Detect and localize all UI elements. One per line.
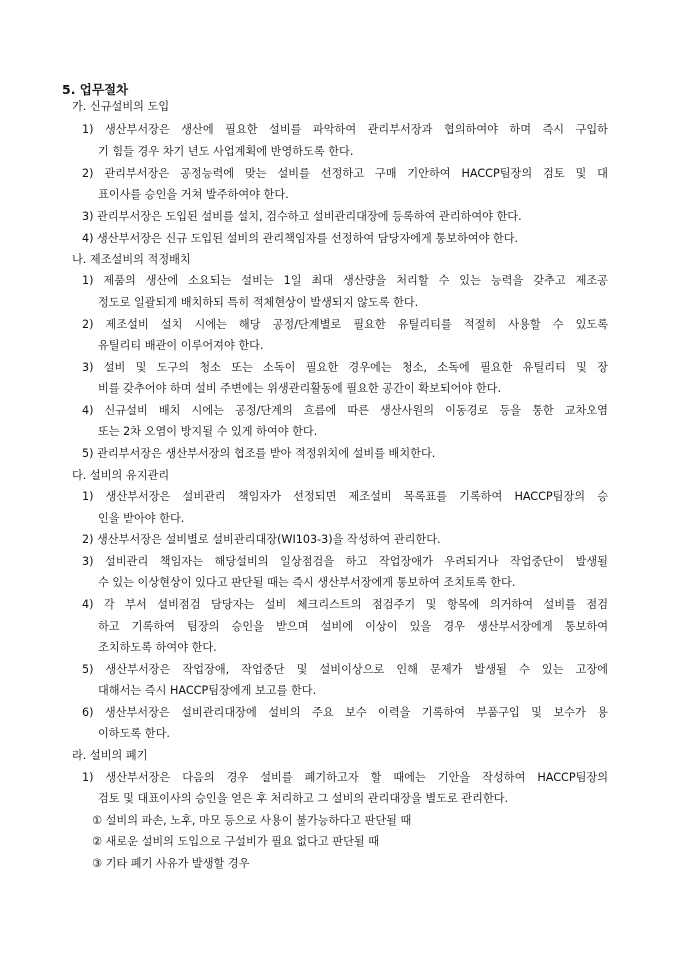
list-item: 4) 생산부서장은 신규 도입된 설비의 관리책임자를 선정하여 담당자에게 통보하여야 한다.	[82, 232, 519, 245]
list-item: 1) 생산부서장은 다음의 경우 설비를 폐기하고자 할 때에는 기안을 작성하여 HACCP팀장의	[82, 771, 608, 784]
list-item: 1) 제품의 생산에 소요되는 설비는 1일 최대 생산량을 처리할 수 있는 능력을 갖추고 제조공	[82, 274, 608, 287]
section-heading: 5. 업무절차	[62, 82, 129, 97]
subsection-title: 다. 설비의 유지관리	[72, 469, 170, 482]
subsection-title: 가. 신규설비의 도입	[72, 100, 170, 113]
list-item: 3) 설비관리 책임자는 해당설비의 일상점검을 하고 작업장애가 우려되거나 작업중단이 발생될	[82, 555, 608, 568]
list-item-continuation: 비를 갖추어야 하며 설비 주변에는 위생관리활동에 필요한 공간이 확보되어야 한다.	[98, 382, 502, 395]
list-item-continuation: 하고 기록하여 팀장의 승인을 받으며 설비에 이상이 있을 경우 생산부서장에게 통보하여	[98, 620, 608, 633]
list-item: 4) 각 부서 설비점검 담당자는 설비 체크리스트의 점검주기 및 항목에 의거하여 설비를 점검	[82, 598, 608, 611]
subsection-title: 나. 제조설비의 적정배치	[72, 253, 191, 266]
sub-list-item: ② 새로운 설비의 도입으로 구설비가 필요 없다고 판단될 때	[92, 835, 380, 848]
list-item-continuation: 기 힘들 경우 차기 년도 사업계획에 반영하도록 한다.	[98, 145, 354, 158]
list-item-continuation: 표이사를 승인을 거쳐 발주하여야 한다.	[98, 188, 289, 201]
list-item: 2) 생산부서장은 설비별로 설비관리대장(WI103-3)을 작성하여 관리한다.	[82, 533, 441, 546]
list-item: 2) 관리부서장은 공정능력에 맞는 설비를 선정하고 구매 기안하여 HACCP팀장의 검토 및 대	[82, 167, 608, 180]
list-item-continuation: 검토 및 대표이사의 승인을 얻은 후 처리하고 그 설비의 관리대장을 별도로 관리한다.	[98, 792, 509, 805]
subsection-title: 라. 설비의 폐기	[72, 749, 148, 762]
list-item: 3) 관리부서장은 도입된 설비를 설치, 검수하고 설비관리대장에 등록하여 관리하여야 한다.	[82, 210, 522, 223]
list-item-continuation: 인을 받아야 한다.	[98, 512, 185, 525]
list-item: 5) 관리부서장은 생산부서장의 협조를 받아 적정위치에 설비를 배치한다.	[82, 447, 436, 460]
list-item-continuation: 수 있는 이상현상이 있다고 판단될 때는 즉시 생산부서장에게 통보하여 조치토록 한다.	[98, 576, 516, 589]
sub-list-item: ③ 기타 폐기 사유가 발생할 경우	[92, 857, 250, 870]
list-item: 6) 생산부서장은 설비관리대장에 설비의 주요 보수 이력을 기록하여 부품구입 및 보수가 용	[82, 706, 608, 719]
list-item: 1) 생산부서장은 생산에 필요한 설비를 파악하여 관리부서장과 협의하여야 하며 즉시 구입하	[82, 123, 608, 136]
list-item-continuation: 유틸리티 배관이 이루어져야 한다.	[98, 339, 264, 352]
list-item: 2) 제조설비 설치 시에는 해당 공정/단계별로 필요한 유틸리티를 적절히 사용할 수 있도록	[82, 318, 608, 331]
list-item-continuation: 정도로 일괄되게 배치하되 특히 적체현상이 발생되지 않도록 한다.	[98, 296, 419, 309]
list-item: 1) 생산부서장은 설비관리 책임자가 선정되면 제조설비 목록표를 기록하여 HACCP팀장의 승	[82, 490, 608, 503]
list-item: 5) 생산부서장은 작업장애, 작업중단 및 설비이상으로 인해 문제가 발생될 수 있는 고장에	[82, 663, 608, 676]
list-item-continuation: 이하도록 한다.	[98, 727, 170, 740]
list-item-continuation: 또는 2차 오염이 방지될 수 있게 하여야 한다.	[98, 425, 318, 438]
sub-list-item: ① 설비의 파손, 노후, 마모 등으로 사용이 불가능하다고 판단될 때	[92, 814, 412, 827]
list-item-continuation: 대해서는 즉시 HACCP팀장에게 보고를 한다.	[98, 684, 317, 697]
list-item: 4) 신규설비 배치 시에는 공정/단계의 흐름에 따른 생산사원의 이동경로 등을 통한 교차오염	[82, 404, 608, 417]
list-item-continuation: 조치하도록 하여야 한다.	[98, 641, 217, 654]
list-item: 3) 설비 및 도구의 청소 또는 소독이 필요한 경우에는 청소, 소독에 필요한 유틸리티 및 장	[82, 361, 608, 374]
